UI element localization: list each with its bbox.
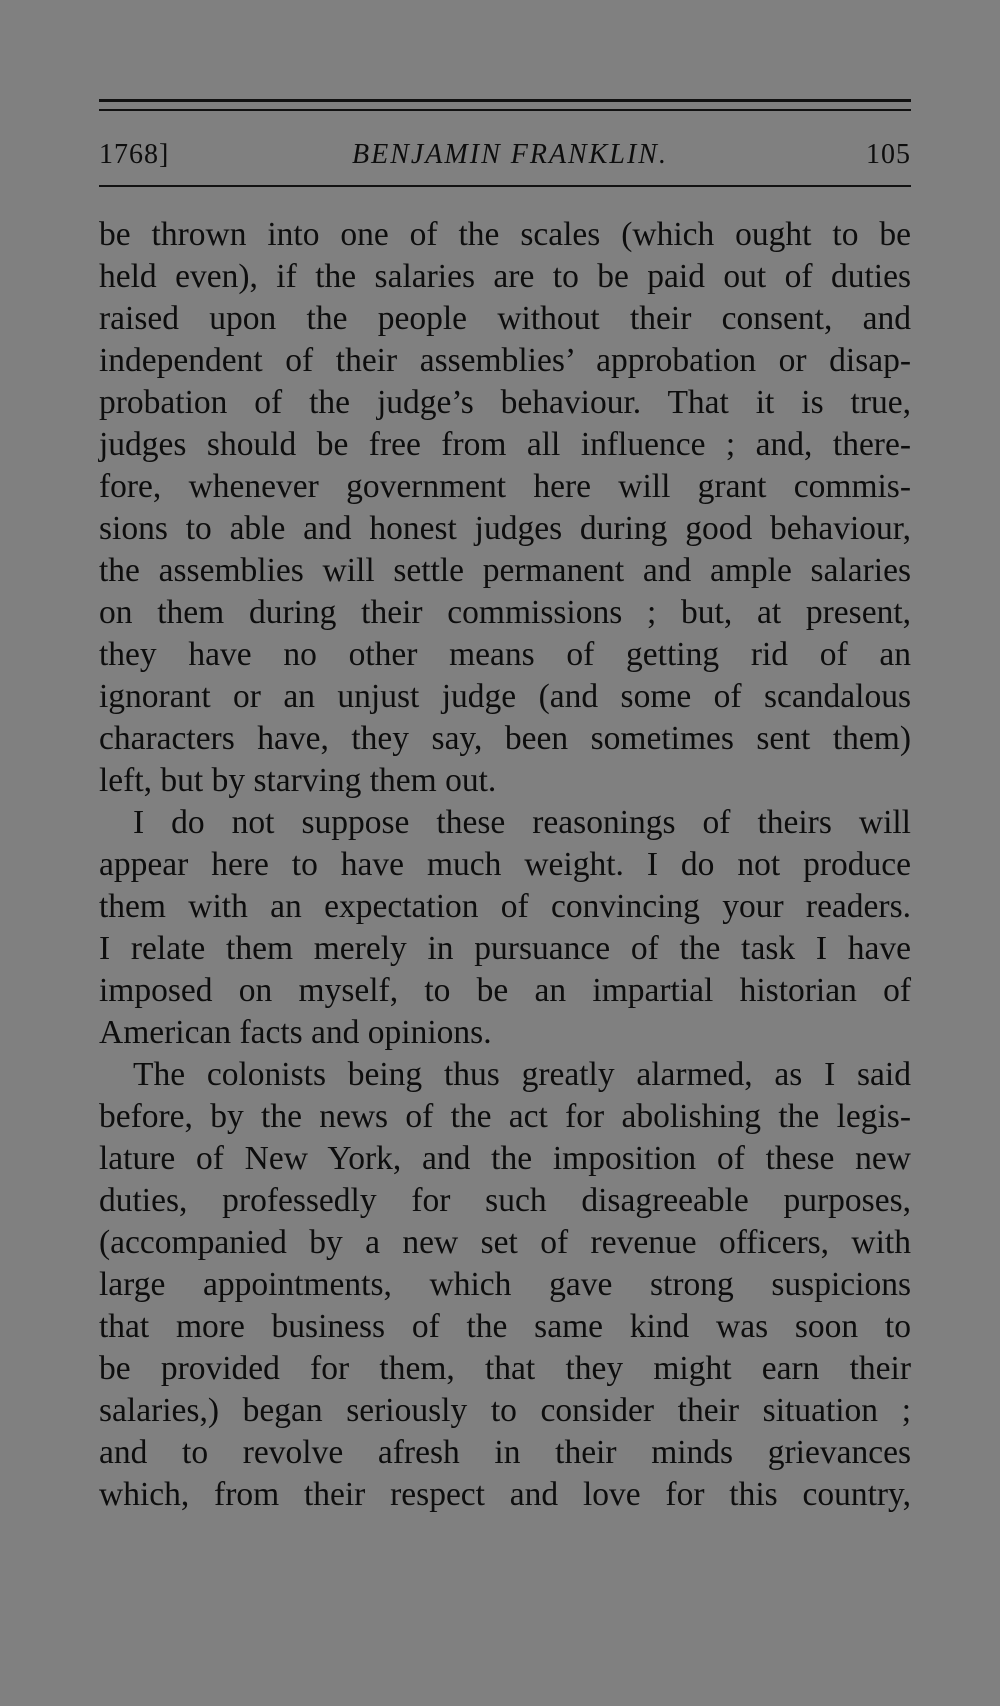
top-rule (99, 99, 911, 102)
text-line: appear here to have much weight. I do not produce (99, 846, 911, 883)
text-line: large appointments, which gave strong suspicions (99, 1266, 911, 1303)
text-line: American facts and opinions. (99, 1014, 492, 1051)
text-line: sions to able and honest judges during good behaviour, (99, 510, 911, 547)
text-line: be provided for them, that they might earn their (99, 1350, 911, 1387)
text-line: them with an expectation of convincing your readers. (99, 888, 911, 925)
text-line: imposed on myself, to be an impartial historian of (99, 972, 911, 1009)
text-line: ignorant or an unjust judge (and some of scandalous (99, 678, 911, 715)
header-title: BENJAMIN FRANKLIN. (352, 139, 668, 170)
body-text (99, 214, 911, 1516)
running-header (99, 133, 911, 177)
text-line: salaries,) began seriously to consider their situation ; (99, 1392, 911, 1429)
text-line: I do not suppose these reasonings of theirs will (133, 804, 911, 841)
text-line: held even), if the salaries are to be paid out of duties (99, 258, 911, 295)
text-line: they have no other means of getting rid of an (99, 636, 911, 673)
text-line: left, but by starving them out. (99, 762, 497, 799)
text-line: and to revolve afresh in their minds grievances (99, 1434, 911, 1471)
text-line: which, from their respect and love for this country, (99, 1476, 911, 1513)
book-page (99, 0, 911, 1706)
text-line: raised upon the people without their consent, and (99, 300, 911, 337)
header-year: 1768] (99, 139, 170, 170)
text-line: probation of the judge’s behaviour. That it is true, (99, 384, 911, 421)
text-line: the assemblies will settle permanent and ample salaries (99, 552, 911, 589)
text-line: The colonists being thus greatly alarmed, as I said (133, 1056, 911, 1093)
text-line: judges should be free from all influence ; and, there- (99, 426, 911, 463)
text-line: characters have, they say, been sometimes sent them) (99, 720, 911, 757)
text-line: before, by the news of the act for abolishing the legis- (99, 1098, 911, 1135)
text-line: that more business of the same kind was soon to (99, 1308, 911, 1345)
text-line: lature of New York, and the imposition of these new (99, 1140, 911, 1177)
text-line: I relate them merely in pursuance of the task I have (99, 930, 911, 967)
text-line: be thrown into one of the scales (which ought to be (99, 216, 911, 253)
text-line: fore, whenever government here will grant commis- (99, 468, 911, 505)
text-line: independent of their assemblies’ approbation or disap- (99, 342, 911, 379)
top-rule-thin (99, 109, 911, 111)
text-line: on them during their commissions ; but, at present, (99, 594, 911, 631)
header-rule (99, 185, 911, 187)
text-line: duties, professedly for such disagreeable purposes, (99, 1182, 911, 1219)
text-line: (accompanied by a new set of revenue officers, with (99, 1224, 911, 1261)
page-number: 105 (866, 139, 911, 170)
